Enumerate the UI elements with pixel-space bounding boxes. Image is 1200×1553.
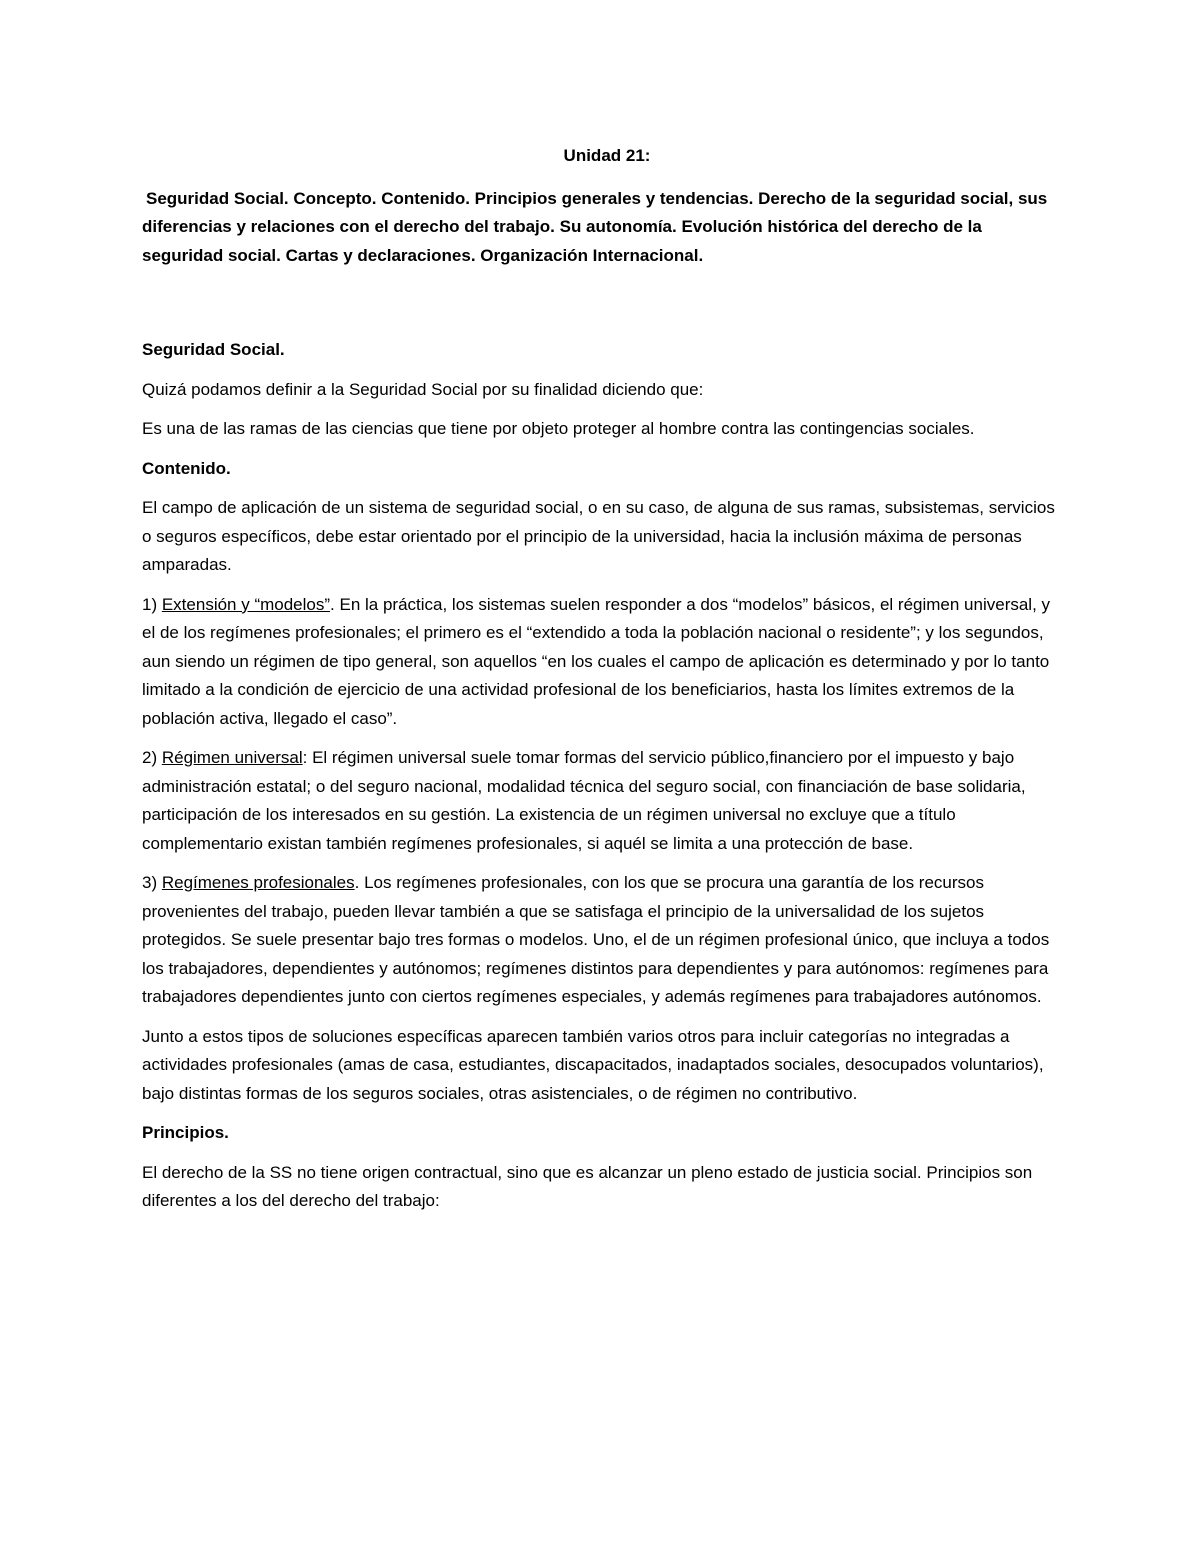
item-text: . Los regímenes profesionales, con los que se procura una garantía de los recursos provenientes del trabajo, pueden llevar también a que se satisfaga el principio de la universalidad de los sujetos protegidos. Se suele presentar bajo tres formas o modelos. Uno, el de un régimen profesional único, que incluya a todos los trabajadores, dependientes y autónomos; regímenes distintos para dependientes y para autónomos: regímenes para trabajadores dependientes junto con ciertos regímenes especiales, y además regímenes para trabajadores autónomos. <box>142 873 1050 1006</box>
list-item-regimen-universal <box>142 744 1062 858</box>
item-number: 2) <box>142 748 162 767</box>
paragraph-principios: El derecho de la SS no tiene origen contractual, sino que es alcanzar un pleno estado de justicia social. Principios son diferentes a los del derecho del trabajo: <box>142 1162 1033 1210</box>
item-number: 3) <box>142 873 162 892</box>
heading-principios: Principios. <box>142 1123 229 1142</box>
paragraph-definicion-intro: Quizá podamos definir a la Seguridad Social por su finalidad diciendo que: <box>142 379 704 399</box>
paragraph-soluciones: Junto a estos tipos de soluciones específicas aparecen también varios otros para incluir categorías no integradas a actividades profesionales (amas de casa, estudiantes, discapacitados, inadaptados sociales, desocupados voluntarios), bajo distintas formas de los seguros sociales, otras asistenciales, o de régimen no contributivo. <box>142 1026 1044 1103</box>
item-title: Régimen universal <box>161 748 303 767</box>
unit-title: Unidad 21: <box>563 146 651 165</box>
item-text: . En la práctica, los sistemas suelen responder a dos “modelos” básicos, el régimen universal, y el de los regímenes profesionales; el primero es el “extendido a toda la población nacional o residente”; y los segundos, aun siendo un régimen de tipo general, son aquellos “en los cuales el campo de aplicación es determinado y por lo tanto limitado a la condición de ejercicio de una actividad profesional de los beneficiarios, hasta los límites extremos de la población activa, llegado el caso”. <box>142 594 1051 728</box>
paragraph-contenido: El campo de aplicación de un sistema de seguridad social, o en su caso, de alguna de sus ramas, subsistemas, servicios o seguros específicos, debe estar orientado por el principio de la universidad, hacia la inclusión máxima de personas amparadas. <box>142 498 1055 574</box>
document-body <box>142 142 1062 1227</box>
item-number: 1) <box>142 594 162 614</box>
item-title: Extensión y “modelos” <box>161 594 331 614</box>
unit-topics: Seguridad Social. Concepto. Contenido. Principios generales y tendencias. Derecho de la seguridad social, sus diferencias y relaciones con el derecho del trabajo. Su autonomía. Evolución histórica del derecho de la seguridad social. Cartas y declaraciones. Organización Internacional. <box>142 188 1048 265</box>
list-item-regimenes-profesionales <box>142 869 1062 1012</box>
spacer <box>142 270 1062 336</box>
heading-contenido: Contenido. <box>142 458 231 478</box>
item-title: Regímenes profesionales <box>161 873 355 892</box>
list-item-extension <box>142 591 1062 734</box>
paragraph-definicion: Es una de las ramas de las ciencias que tiene por objeto proteger al hombre contra las contingencias sociales. <box>142 419 975 438</box>
item-text: : El régimen universal suele tomar formas del servicio público,financiero por el impuesto y bajo administración estatal; o del seguro nacional, modalidad técnica del seguro social, con financiación de base solidaria, participación de los interesados en su gestión. La existencia de un régimen universal no excluye que a título complementario existan también regímenes profesionales, si aquél se limita a una protección de base. <box>142 748 1026 853</box>
heading-seguridad-social: Seguridad Social. <box>142 340 285 359</box>
